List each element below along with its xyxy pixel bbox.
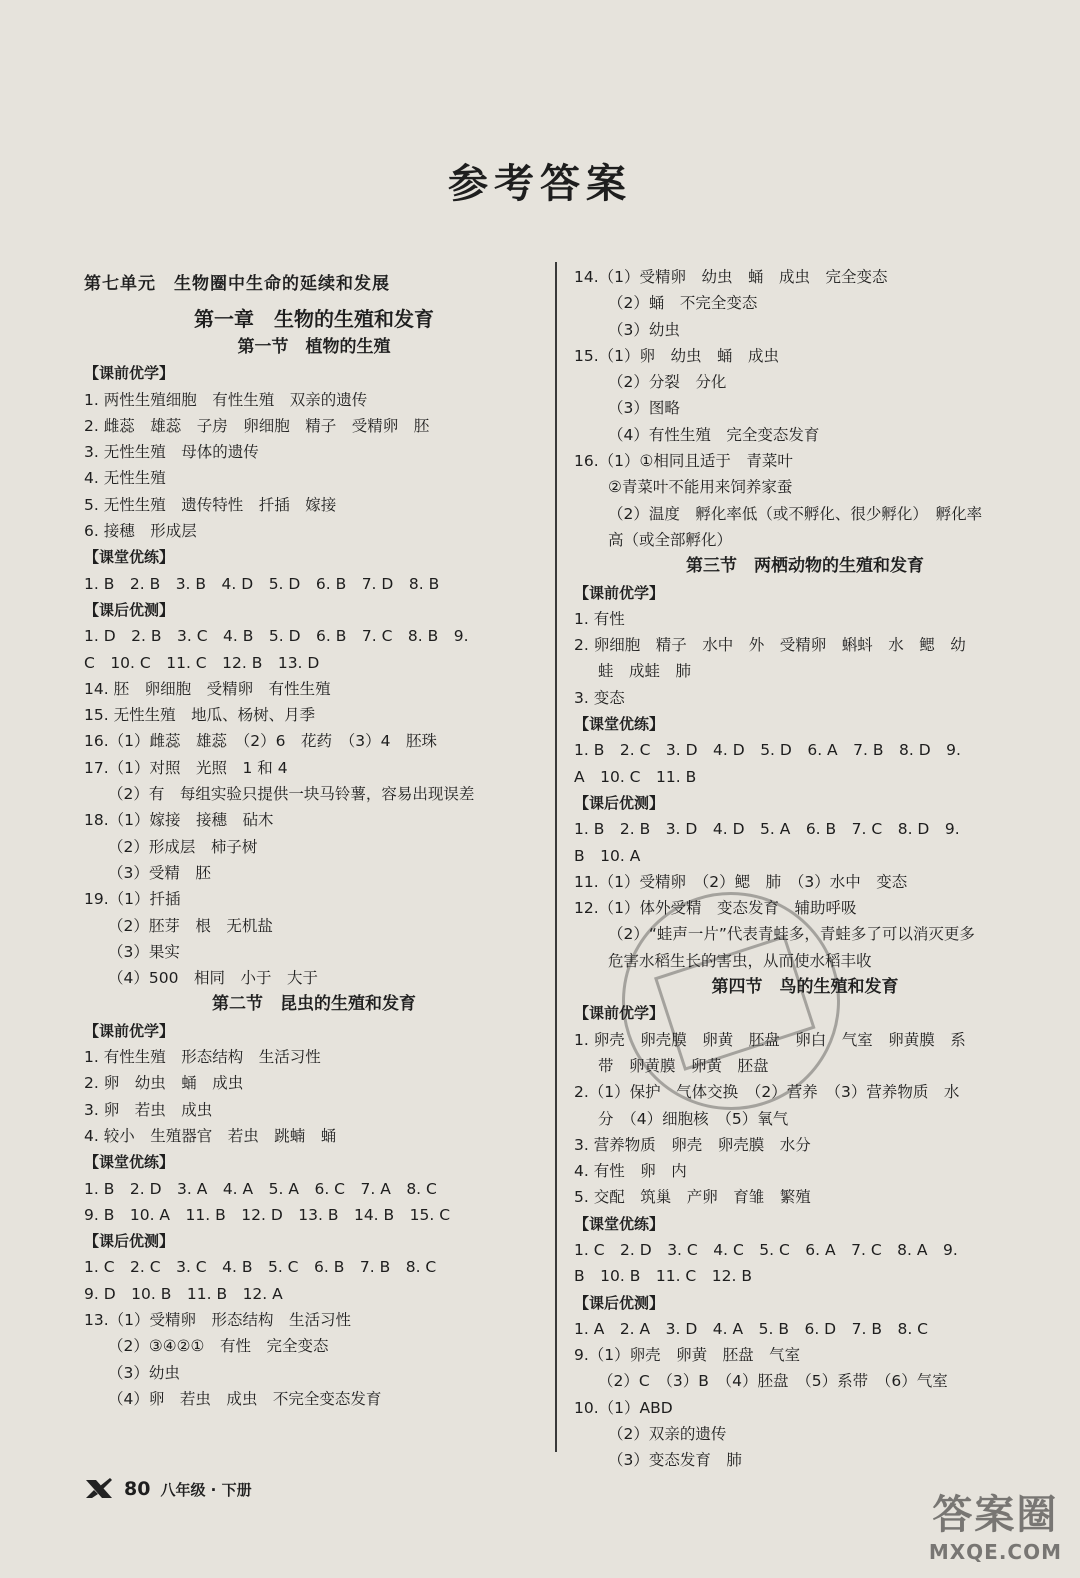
answer-line: （2）③④②① 有性 完全变态	[108, 1337, 329, 1356]
answer-line: 15. 无性生殖 地瓜、杨树、月季	[84, 706, 316, 725]
page-number: 80	[124, 1478, 151, 1500]
answer-line: 3. 无性生殖 母体的遗传	[84, 443, 259, 462]
answer-line: C 10. C 11. C 12. B 13. D	[84, 653, 320, 672]
answer-line: 9. B 10. A 11. B 12. D 13. B 14. B 15. C	[84, 1205, 451, 1224]
answer-line: ②青菜叶不能用来饲养家蚕	[608, 478, 793, 497]
answer-line: 1. A 2. A 3. D 4. A 5. B 6. D 7. B 8. C	[574, 1319, 928, 1338]
answer-line: 13.（1）受精卵 形态结构 生活习性	[84, 1310, 352, 1329]
answer-line: （3）变态发育 肺	[608, 1451, 742, 1470]
section-heading: 第一节 植物的生殖	[237, 337, 391, 357]
answer-line: （3）图略	[608, 399, 680, 418]
answer-line: 带 卵黄膜 卵黄 胚盘	[598, 1056, 769, 1075]
page-footer	[84, 1474, 252, 1504]
answer-line: 12.（1）体外受精 变态发育 辅助呼吸	[574, 899, 857, 918]
answer-line: 2. 雌蕊 雄蕊 子房 卵细胞 精子 受精卵 胚	[84, 416, 430, 435]
answer-line: 1. C 2. C 3. C 4. B 5. C 6. B 7. B 8. C	[84, 1258, 437, 1277]
answer-line: 1. 两性生殖细胞 有性生殖 双亲的遗传	[84, 390, 368, 409]
answer-line: （2）蛹 不完全变态	[608, 294, 758, 313]
answer-line: （4）有性生殖 完全变态发育	[608, 425, 820, 444]
answer-line: 11.（1）受精卵 （2）鳃 肺 （3）水中 变态	[574, 872, 908, 891]
answer-line: （2）胚芽 根 无机盐	[108, 916, 273, 935]
answer-line: 4. 无性生殖	[84, 469, 166, 488]
answer-line: 1. 有性	[574, 609, 625, 628]
answer-line: 4. 较小 生殖器官 若虫 跳蝻 蛹	[84, 1126, 337, 1145]
answer-line: A 10. C 11. B	[574, 767, 697, 786]
exercise-tag: 【课后优测】	[84, 600, 175, 619]
column-divider	[555, 262, 557, 1452]
answer-line: 14. 胚 卵细胞 受精卵 有性生殖	[84, 679, 331, 698]
answer-line: （3）幼虫	[608, 320, 680, 339]
answer-line: 2. 卵 幼虫 蛹 成虫	[84, 1074, 244, 1093]
exercise-tag: 【课前优学】	[574, 1004, 665, 1023]
right-column	[574, 264, 1036, 1474]
answer-line: 危害水稻生长的害虫，从而使水稻丰收	[608, 951, 872, 970]
left-column	[84, 264, 544, 1412]
answer-line: 1. D 2. B 3. C 4. B 5. D 6. B 7. C 8. B 9.	[84, 627, 469, 646]
answer-line: （2）分裂 分化	[608, 373, 727, 392]
answer-line: 4. 有性 卵 内	[574, 1162, 687, 1181]
exercise-tag: 【课前优学】	[84, 364, 175, 383]
answer-line: 9.（1）卵壳 卵黄 胚盘 气室	[574, 1346, 801, 1365]
grade-label: 八年级 · 下册	[160, 1480, 252, 1499]
answer-line: 5. 无性生殖 遗传特性 扦插 嫁接	[84, 495, 337, 514]
answer-line: 15.（1）卵 幼虫 蛹 成虫	[574, 346, 780, 365]
answer-line: 3. 卵 若虫 成虫	[84, 1100, 213, 1119]
answer-line: 3. 营养物质 卵壳 卵壳膜 水分	[574, 1135, 811, 1154]
publisher-logo-icon	[84, 1476, 114, 1502]
exercise-tag: 【课前优学】	[574, 583, 665, 602]
answer-line: 1. 有性生殖 形态结构 生活习性	[84, 1048, 321, 1067]
answer-line: 1. C 2. D 3. C 4. C 5. C 6. A 7. C 8. A 9.	[574, 1240, 958, 1259]
exercise-tag: 【课堂优练】	[574, 715, 665, 734]
answer-line: 16.（1）①相同且适于 青菜叶	[574, 452, 793, 471]
answer-line: 14.（1）受精卵 幼虫 蛹 成虫 完全变态	[574, 268, 888, 286]
answer-line: （2）双亲的遗传	[608, 1425, 727, 1444]
exercise-tag: 【课堂优练】	[84, 548, 175, 567]
answer-line: 2.（1）保护 气体交换 （2）营养 （3）营养物质 水	[574, 1083, 960, 1102]
answer-line: 19.（1）扦插	[84, 890, 181, 909]
page-title: 参考答案	[448, 160, 632, 207]
answer-line: 16.（1）雌蕊 雄蕊 （2）6 花药 （3）4 胚珠	[84, 732, 437, 751]
site-watermark	[929, 1483, 1062, 1564]
watermark-url: MXQE.COM	[928, 1540, 1062, 1564]
answer-line: 2. 卵细胞 精子 水中 外 受精卵 蝌蚪 水 鳃 幼	[574, 636, 966, 655]
answer-line: 3. 变态	[574, 688, 625, 707]
answer-line: 18.（1）嫁接 接穗 砧木	[84, 811, 274, 830]
exercise-tag: 【课堂优练】	[84, 1153, 175, 1172]
answer-line: 1. B 2. D 3. A 4. A 5. A 6. C 7. A 8. C	[84, 1179, 437, 1198]
answer-line: 6. 接穗 形成层	[84, 522, 197, 541]
answer-line: 蛙 成蛙 肺	[598, 662, 692, 681]
answer-line: 高（或全部孵化）	[608, 530, 733, 549]
chapter-heading: 第一章 生物的生殖和发育	[194, 307, 434, 331]
answer-line: （3）受精 胚	[108, 863, 211, 882]
answer-line: 1. 卵壳 卵壳膜 卵黄 胚盘 卵白 气室 卵黄膜 系	[574, 1030, 966, 1049]
answer-line: （4）卵 若虫 成虫 不完全变态发育	[108, 1389, 382, 1408]
answer-line: B 10. A	[574, 846, 641, 865]
answer-line: （2）温度 孵化率低（或不孵化、很少孵化） 孵化率	[608, 504, 983, 523]
answer-line: （2）有 每组实验只提供一块马铃薯，容易出现误差	[108, 785, 475, 804]
section-heading: 第二节 昆虫的生殖和发育	[212, 994, 416, 1015]
answer-line: （2）“蛙声一片”代表青蛙多，青蛙多了可以消灭更多	[608, 925, 975, 944]
answer-line: （2）C （3）B （4）胚盘 （5）系带 （6）气室	[598, 1372, 948, 1391]
answer-line: 17.（1）对照 光照 1 和 4	[84, 758, 288, 777]
exercise-tag: 【课后优测】	[574, 1293, 665, 1312]
answer-line: 10.（1）ABD	[574, 1398, 673, 1417]
answer-line: 5. 交配 筑巢 产卵 育雏 繁殖	[574, 1188, 811, 1207]
watermark-title: 答案圈	[932, 1492, 1059, 1538]
exercise-tag: 【课堂优练】	[574, 1214, 665, 1233]
answer-line: （3）幼虫	[108, 1363, 180, 1382]
answer-line: （3）果实	[108, 942, 180, 961]
section-heading: 第三节 两栖动物的生殖和发育	[686, 556, 924, 577]
exercise-tag: 【课后优测】	[574, 793, 665, 812]
exercise-tag: 【课后优测】	[84, 1232, 175, 1251]
answer-line: 1. B 2. C 3. D 4. D 5. D 6. A 7. B 8. D 9.	[574, 741, 961, 760]
answer-line: 1. B 2. B 3. B 4. D 5. D 6. B 7. D 8. B	[84, 574, 440, 593]
answer-line: B 10. B 11. C 12. B	[574, 1267, 752, 1286]
answer-line: 9. D 10. B 11. B 12. A	[84, 1284, 283, 1303]
answer-line: 1. B 2. B 3. D 4. D 5. A 6. B 7. C 8. D 9.	[574, 820, 960, 839]
answer-line: （4）500 相同 小于 大于	[108, 969, 318, 988]
unit-heading: 第七单元 生物圈中生命的延续和发展	[84, 274, 390, 294]
answer-line: （2）形成层 柿子树	[108, 837, 258, 856]
exercise-tag: 【课前优学】	[84, 1021, 175, 1040]
section-heading: 第四节 鸟的生殖和发育	[711, 977, 899, 998]
answer-line: 分 （4）细胞核 （5）氧气	[598, 1109, 789, 1128]
